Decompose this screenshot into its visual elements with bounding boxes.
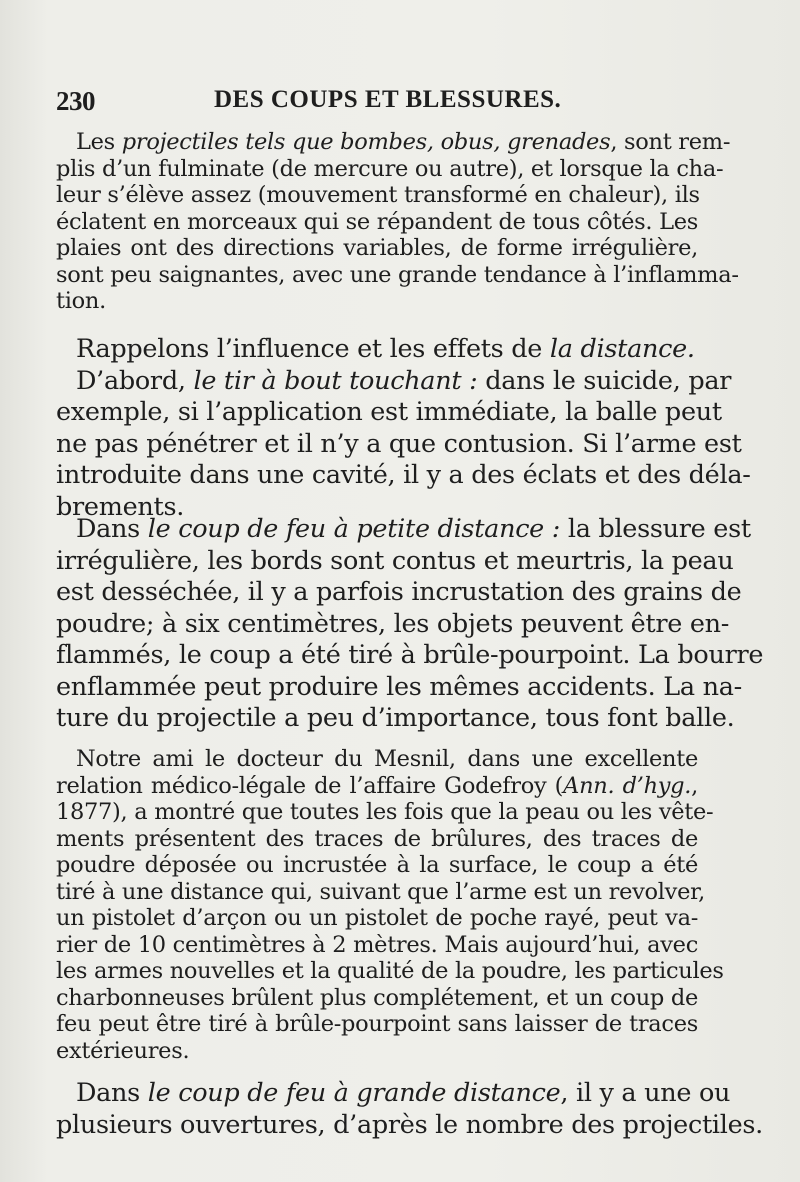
text-line: plaies ont des directions variables, de forme irrégulière, bbox=[56, 235, 698, 261]
paragraph-du-mesnil bbox=[56, 746, 724, 1064]
text-line: un pistolet d’arçon ou un pistolet de poche rayé, peut va- bbox=[56, 905, 698, 931]
text-line: ments présentent des traces de brûlures, des traces de bbox=[56, 825, 698, 852]
text-line: ture du projectile a peu d’importance, tous font balle. bbox=[56, 703, 735, 733]
text-line: plis d’un fulminate (de mercure ou autre), et lorsque la cha- bbox=[56, 155, 724, 182]
paragraph-petite-distance bbox=[56, 514, 764, 735]
page-header bbox=[56, 86, 756, 120]
text-line: enflammée peut produire les mêmes accidents. La na- bbox=[56, 671, 742, 702]
running-title: DES COUPS ET BLESSURES. bbox=[214, 86, 562, 113]
text-line: Dans le coup de feu à grande distance, il y a une ou bbox=[76, 1078, 731, 1108]
text-line: sont peu saignantes, avec une grande tendance à l’inflamma- bbox=[56, 261, 739, 288]
text-line: poudre déposée ou incrustée à la surface, le coup a été bbox=[56, 852, 698, 878]
text-line: rier de 10 centimètres à 2 mètres. Mais aujourd’hui, avec bbox=[56, 931, 698, 958]
text-line: ne pas pénétrer et il n’y a que contusion. Si l’arme est bbox=[56, 428, 742, 459]
text-line: irrégulière, les bords sont contus et meurtris, la peau bbox=[56, 545, 734, 576]
text-line: est desséchée, il y a parfois incrustation des grains de bbox=[56, 577, 742, 607]
text-line: Les projectiles tels que bombes, obus, grenades, sont rem- bbox=[76, 129, 731, 155]
text-line: D’abord, le tir à bout touchant : dans le suicide, par bbox=[76, 365, 732, 396]
text-line: Rappelons l’influence et les effets de la distance. bbox=[76, 334, 695, 364]
text-line: exemple, si l’application est immédiate, la balle peut bbox=[56, 397, 722, 427]
text-line: feu peut être tiré à brûle-pourpoint sans laisser de traces bbox=[56, 1011, 698, 1037]
text-line: plusieurs ouvertures, d’après le nombre des projectiles. bbox=[56, 1109, 763, 1140]
text-line: flammés, le coup a été tiré à brûle-pourpoint. La bourre bbox=[56, 640, 764, 670]
paragraph-grande-distance bbox=[56, 1078, 763, 1141]
text-line: Dans le coup de feu à petite distance : la blessure est bbox=[76, 514, 751, 544]
text-line: leur s’élève assez (mouvement transformé en chaleur), ils bbox=[56, 182, 700, 208]
paragraph-projectiles bbox=[56, 129, 739, 315]
text-line: charbonneuses brûlent plus complétement, et un coup de bbox=[56, 984, 698, 1011]
text-line: introduite dans une cavité, il y a des éclats et des déla- bbox=[56, 460, 751, 490]
text-line: poudre; à six centimètres, les objets peuvent être en- bbox=[56, 608, 730, 639]
text-line: Notre ami le docteur du Mesnil, dans une excellente bbox=[76, 746, 698, 772]
text-line: les armes nouvelles et la qualité de la poudre, les particules bbox=[56, 958, 724, 984]
text-line: relation médico-légale de l’affaire Godefroy (Ann. d’hyg., bbox=[56, 772, 698, 799]
page-number: 230 bbox=[56, 86, 95, 116]
text-line: éclatent en morceaux qui se répandent de tous côtés. Les bbox=[56, 208, 698, 235]
text-line: tiré à une distance qui, suivant que l’arme est un revolver, bbox=[56, 878, 705, 905]
text-line: 1877), a montré que toutes les fois que la peau ou les vête- bbox=[56, 799, 714, 825]
text-line: tion. bbox=[56, 288, 106, 314]
paragraph-distance bbox=[56, 334, 751, 523]
text-line: brements. bbox=[56, 491, 185, 522]
text-line: extérieures. bbox=[56, 1037, 190, 1064]
